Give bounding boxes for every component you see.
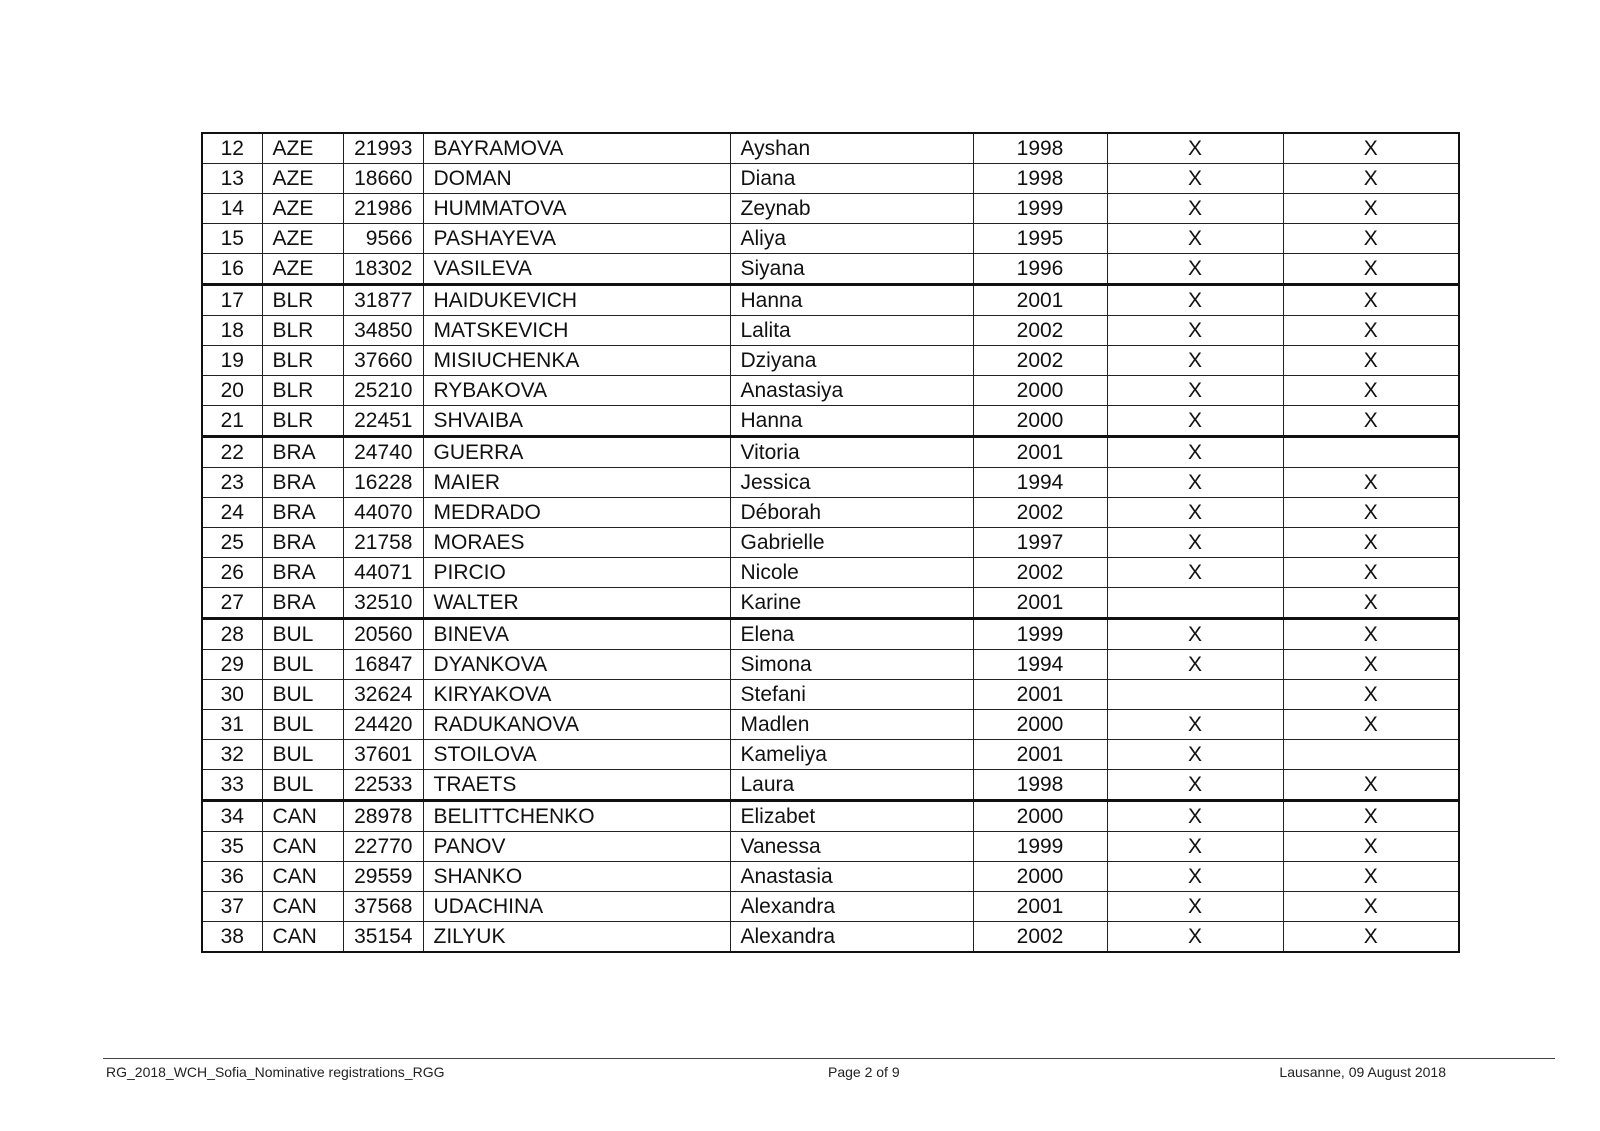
nation-code: BLR bbox=[262, 376, 343, 406]
first-name: Alexandra bbox=[730, 922, 973, 953]
last-name: PASHAYEVA bbox=[423, 224, 730, 254]
birth-year: 1998 bbox=[973, 164, 1107, 194]
nation-code: AZE bbox=[262, 224, 343, 254]
nation-code: AZE bbox=[262, 254, 343, 285]
first-name: Elena bbox=[730, 619, 973, 650]
last-name: RYBAKOVA bbox=[423, 376, 730, 406]
table-row bbox=[202, 650, 1459, 680]
mark-column-a: X bbox=[1107, 770, 1283, 801]
mark-column-a: X bbox=[1107, 468, 1283, 498]
table-row bbox=[202, 740, 1459, 770]
first-name: Vanessa bbox=[730, 832, 973, 862]
athlete-id: 22533 bbox=[343, 770, 423, 801]
birth-year: 1994 bbox=[973, 468, 1107, 498]
mark-column-a: X bbox=[1107, 528, 1283, 558]
mark-column-b: X bbox=[1283, 376, 1459, 406]
mark-column-a: X bbox=[1107, 498, 1283, 528]
athlete-id: 21758 bbox=[343, 528, 423, 558]
mark-column-b bbox=[1283, 437, 1459, 468]
table-row bbox=[202, 376, 1459, 406]
athlete-id: 22451 bbox=[343, 406, 423, 437]
table-row bbox=[202, 558, 1459, 588]
footer-page-number: Page 2 of 9 bbox=[828, 1064, 900, 1080]
athlete-id: 34850 bbox=[343, 316, 423, 346]
table-row bbox=[202, 588, 1459, 619]
table-row bbox=[202, 892, 1459, 922]
mark-column-a: X bbox=[1107, 224, 1283, 254]
first-name: Anastasiya bbox=[730, 376, 973, 406]
mark-column-a: X bbox=[1107, 346, 1283, 376]
mark-column-b: X bbox=[1283, 498, 1459, 528]
nation-code: BRA bbox=[262, 468, 343, 498]
mark-column-b: X bbox=[1283, 316, 1459, 346]
first-name: Hanna bbox=[730, 285, 973, 316]
footer-document-name: RG_2018_WCH_Sofia_Nominative registrations_RGG bbox=[106, 1064, 445, 1080]
nation-code: BUL bbox=[262, 770, 343, 801]
last-name: BELITTCHENKO bbox=[423, 801, 730, 832]
mark-column-a: X bbox=[1107, 285, 1283, 316]
birth-year: 2002 bbox=[973, 558, 1107, 588]
first-name: Elizabet bbox=[730, 801, 973, 832]
birth-year: 2002 bbox=[973, 316, 1107, 346]
row-number: 15 bbox=[202, 224, 262, 254]
birth-year: 1999 bbox=[973, 194, 1107, 224]
mark-column-b bbox=[1283, 740, 1459, 770]
athlete-id: 37660 bbox=[343, 346, 423, 376]
first-name: Jessica bbox=[730, 468, 973, 498]
first-name: Déborah bbox=[730, 498, 973, 528]
mark-column-b: X bbox=[1283, 710, 1459, 740]
table-row bbox=[202, 680, 1459, 710]
mark-column-a: X bbox=[1107, 133, 1283, 164]
nation-code: BUL bbox=[262, 740, 343, 770]
nation-code: BRA bbox=[262, 588, 343, 619]
last-name: HUMMATOVA bbox=[423, 194, 730, 224]
table-row bbox=[202, 498, 1459, 528]
mark-column-a: X bbox=[1107, 376, 1283, 406]
birth-year: 2000 bbox=[973, 406, 1107, 437]
table-row bbox=[202, 862, 1459, 892]
table-row bbox=[202, 801, 1459, 832]
last-name: DYANKOVA bbox=[423, 650, 730, 680]
nation-code: BLR bbox=[262, 285, 343, 316]
row-number: 18 bbox=[202, 316, 262, 346]
table-row bbox=[202, 254, 1459, 285]
mark-column-a: X bbox=[1107, 194, 1283, 224]
first-name: Karine bbox=[730, 588, 973, 619]
birth-year: 2000 bbox=[973, 710, 1107, 740]
nation-code: AZE bbox=[262, 164, 343, 194]
row-number: 36 bbox=[202, 862, 262, 892]
last-name: RADUKANOVA bbox=[423, 710, 730, 740]
row-number: 12 bbox=[202, 133, 262, 164]
row-number: 22 bbox=[202, 437, 262, 468]
birth-year: 1998 bbox=[973, 770, 1107, 801]
athlete-id: 44071 bbox=[343, 558, 423, 588]
nation-code: BUL bbox=[262, 650, 343, 680]
last-name: TRAETS bbox=[423, 770, 730, 801]
last-name: ZILYUK bbox=[423, 922, 730, 953]
row-number: 32 bbox=[202, 740, 262, 770]
athlete-id: 31877 bbox=[343, 285, 423, 316]
mark-column-b: X bbox=[1283, 224, 1459, 254]
athlete-id: 32510 bbox=[343, 588, 423, 619]
mark-column-a: X bbox=[1107, 619, 1283, 650]
mark-column-b: X bbox=[1283, 164, 1459, 194]
nation-code: BRA bbox=[262, 437, 343, 468]
first-name: Lalita bbox=[730, 316, 973, 346]
nation-code: BLR bbox=[262, 346, 343, 376]
mark-column-b: X bbox=[1283, 254, 1459, 285]
first-name: Aliya bbox=[730, 224, 973, 254]
birth-year: 2001 bbox=[973, 588, 1107, 619]
mark-column-a: X bbox=[1107, 316, 1283, 346]
table-row bbox=[202, 619, 1459, 650]
last-name: WALTER bbox=[423, 588, 730, 619]
mark-column-a: X bbox=[1107, 740, 1283, 770]
birth-year: 2000 bbox=[973, 376, 1107, 406]
mark-column-a bbox=[1107, 588, 1283, 619]
birth-year: 1999 bbox=[973, 619, 1107, 650]
last-name: DOMAN bbox=[423, 164, 730, 194]
row-number: 29 bbox=[202, 650, 262, 680]
table-row bbox=[202, 528, 1459, 558]
row-number: 28 bbox=[202, 619, 262, 650]
mark-column-b: X bbox=[1283, 133, 1459, 164]
row-number: 21 bbox=[202, 406, 262, 437]
athlete-id: 29559 bbox=[343, 862, 423, 892]
nation-code: AZE bbox=[262, 133, 343, 164]
first-name: Nicole bbox=[730, 558, 973, 588]
birth-year: 1994 bbox=[973, 650, 1107, 680]
row-number: 34 bbox=[202, 801, 262, 832]
athlete-id: 18660 bbox=[343, 164, 423, 194]
birth-year: 2001 bbox=[973, 680, 1107, 710]
athlete-id: 25210 bbox=[343, 376, 423, 406]
nation-code: BLR bbox=[262, 406, 343, 437]
athlete-id: 24740 bbox=[343, 437, 423, 468]
athlete-id: 24420 bbox=[343, 710, 423, 740]
birth-year: 2001 bbox=[973, 892, 1107, 922]
first-name: Anastasia bbox=[730, 862, 973, 892]
nation-code: CAN bbox=[262, 892, 343, 922]
mark-column-a: X bbox=[1107, 892, 1283, 922]
row-number: 33 bbox=[202, 770, 262, 801]
birth-year: 2001 bbox=[973, 285, 1107, 316]
last-name: MISIUCHENKA bbox=[423, 346, 730, 376]
mark-column-a: X bbox=[1107, 164, 1283, 194]
birth-year: 2002 bbox=[973, 498, 1107, 528]
first-name: Zeynab bbox=[730, 194, 973, 224]
table-row bbox=[202, 710, 1459, 740]
table-row bbox=[202, 832, 1459, 862]
last-name: BAYRAMOVA bbox=[423, 133, 730, 164]
birth-year: 1995 bbox=[973, 224, 1107, 254]
mark-column-a: X bbox=[1107, 832, 1283, 862]
first-name: Diana bbox=[730, 164, 973, 194]
mark-column-a: X bbox=[1107, 437, 1283, 468]
athlete-id: 16228 bbox=[343, 468, 423, 498]
last-name: STOILOVA bbox=[423, 740, 730, 770]
athlete-id: 16847 bbox=[343, 650, 423, 680]
table-row bbox=[202, 468, 1459, 498]
row-number: 16 bbox=[202, 254, 262, 285]
first-name: Vitoria bbox=[730, 437, 973, 468]
row-number: 26 bbox=[202, 558, 262, 588]
table-row bbox=[202, 770, 1459, 801]
first-name: Madlen bbox=[730, 710, 973, 740]
birth-year: 2001 bbox=[973, 437, 1107, 468]
row-number: 30 bbox=[202, 680, 262, 710]
row-number: 17 bbox=[202, 285, 262, 316]
mark-column-a: X bbox=[1107, 862, 1283, 892]
athlete-id: 44070 bbox=[343, 498, 423, 528]
nation-code: BUL bbox=[262, 680, 343, 710]
first-name: Alexandra bbox=[730, 892, 973, 922]
athlete-id: 22770 bbox=[343, 832, 423, 862]
mark-column-a: X bbox=[1107, 558, 1283, 588]
mark-column-b: X bbox=[1283, 801, 1459, 832]
birth-year: 2002 bbox=[973, 346, 1107, 376]
last-name: UDACHINA bbox=[423, 892, 730, 922]
mark-column-a: X bbox=[1107, 801, 1283, 832]
first-name: Dziyana bbox=[730, 346, 973, 376]
mark-column-b: X bbox=[1283, 680, 1459, 710]
mark-column-b: X bbox=[1283, 406, 1459, 437]
mark-column-a: X bbox=[1107, 650, 1283, 680]
birth-year: 1999 bbox=[973, 832, 1107, 862]
row-number: 14 bbox=[202, 194, 262, 224]
table-row bbox=[202, 316, 1459, 346]
table-body bbox=[202, 133, 1459, 952]
athlete-id: 18302 bbox=[343, 254, 423, 285]
first-name: Simona bbox=[730, 650, 973, 680]
last-name: VASILEVA bbox=[423, 254, 730, 285]
table-row bbox=[202, 346, 1459, 376]
last-name: BINEVA bbox=[423, 619, 730, 650]
birth-year: 1998 bbox=[973, 133, 1107, 164]
table-row bbox=[202, 224, 1459, 254]
mark-column-b: X bbox=[1283, 285, 1459, 316]
nation-code: CAN bbox=[262, 801, 343, 832]
table-row bbox=[202, 133, 1459, 164]
row-number: 31 bbox=[202, 710, 262, 740]
nation-code: BRA bbox=[262, 528, 343, 558]
mark-column-b: X bbox=[1283, 770, 1459, 801]
birth-year: 1996 bbox=[973, 254, 1107, 285]
birth-year: 2001 bbox=[973, 740, 1107, 770]
athlete-id: 35154 bbox=[343, 922, 423, 953]
row-number: 25 bbox=[202, 528, 262, 558]
mark-column-b: X bbox=[1283, 922, 1459, 953]
last-name: KIRYAKOVA bbox=[423, 680, 730, 710]
athlete-id: 28978 bbox=[343, 801, 423, 832]
row-number: 35 bbox=[202, 832, 262, 862]
row-number: 24 bbox=[202, 498, 262, 528]
mark-column-a: X bbox=[1107, 406, 1283, 437]
last-name: GUERRA bbox=[423, 437, 730, 468]
mark-column-b: X bbox=[1283, 194, 1459, 224]
mark-column-a: X bbox=[1107, 254, 1283, 285]
birth-year: 2002 bbox=[973, 922, 1107, 953]
mark-column-b: X bbox=[1283, 468, 1459, 498]
row-number: 19 bbox=[202, 346, 262, 376]
birth-year: 1997 bbox=[973, 528, 1107, 558]
table-row bbox=[202, 922, 1459, 953]
first-name: Stefani bbox=[730, 680, 973, 710]
row-number: 37 bbox=[202, 892, 262, 922]
nation-code: CAN bbox=[262, 922, 343, 953]
row-number: 23 bbox=[202, 468, 262, 498]
nation-code: BUL bbox=[262, 619, 343, 650]
nation-code: BLR bbox=[262, 316, 343, 346]
mark-column-a bbox=[1107, 680, 1283, 710]
mark-column-b: X bbox=[1283, 588, 1459, 619]
athlete-id: 21986 bbox=[343, 194, 423, 224]
footer-place-date: Lausanne, 09 August 2018 bbox=[1279, 1064, 1446, 1080]
nation-code: CAN bbox=[262, 832, 343, 862]
first-name: Laura bbox=[730, 770, 973, 801]
athlete-id: 9566 bbox=[343, 224, 423, 254]
last-name: MATSKEVICH bbox=[423, 316, 730, 346]
row-number: 27 bbox=[202, 588, 262, 619]
birth-year: 2000 bbox=[973, 801, 1107, 832]
first-name: Hanna bbox=[730, 406, 973, 437]
last-name: HAIDUKEVICH bbox=[423, 285, 730, 316]
athlete-id: 21993 bbox=[343, 133, 423, 164]
athlete-id: 20560 bbox=[343, 619, 423, 650]
last-name: MEDRADO bbox=[423, 498, 730, 528]
first-name: Ayshan bbox=[730, 133, 973, 164]
last-name: SHVAIBA bbox=[423, 406, 730, 437]
mark-column-b: X bbox=[1283, 558, 1459, 588]
athlete-id: 37601 bbox=[343, 740, 423, 770]
mark-column-a: X bbox=[1107, 922, 1283, 953]
row-number: 13 bbox=[202, 164, 262, 194]
nation-code: BUL bbox=[262, 710, 343, 740]
nation-code: AZE bbox=[262, 194, 343, 224]
nation-code: BRA bbox=[262, 498, 343, 528]
last-name: MORAES bbox=[423, 528, 730, 558]
athlete-id: 37568 bbox=[343, 892, 423, 922]
athlete-id: 32624 bbox=[343, 680, 423, 710]
mark-column-b: X bbox=[1283, 346, 1459, 376]
mark-column-b: X bbox=[1283, 650, 1459, 680]
mark-column-b: X bbox=[1283, 862, 1459, 892]
mark-column-b: X bbox=[1283, 832, 1459, 862]
last-name: PANOV bbox=[423, 832, 730, 862]
mark-column-b: X bbox=[1283, 892, 1459, 922]
table-row bbox=[202, 285, 1459, 316]
mark-column-b: X bbox=[1283, 619, 1459, 650]
last-name: SHANKO bbox=[423, 862, 730, 892]
birth-year: 2000 bbox=[973, 862, 1107, 892]
table-row bbox=[202, 406, 1459, 437]
mark-column-b: X bbox=[1283, 528, 1459, 558]
last-name: PIRCIO bbox=[423, 558, 730, 588]
nation-code: BRA bbox=[262, 558, 343, 588]
first-name: Siyana bbox=[730, 254, 973, 285]
table-row bbox=[202, 194, 1459, 224]
first-name: Kameliya bbox=[730, 740, 973, 770]
table-row bbox=[202, 164, 1459, 194]
first-name: Gabrielle bbox=[730, 528, 973, 558]
last-name: MAIER bbox=[423, 468, 730, 498]
footer-divider bbox=[103, 1058, 1555, 1059]
table-row bbox=[202, 437, 1459, 468]
row-number: 38 bbox=[202, 922, 262, 953]
row-number: 20 bbox=[202, 376, 262, 406]
registrations-table bbox=[201, 132, 1460, 953]
nation-code: CAN bbox=[262, 862, 343, 892]
mark-column-a: X bbox=[1107, 710, 1283, 740]
